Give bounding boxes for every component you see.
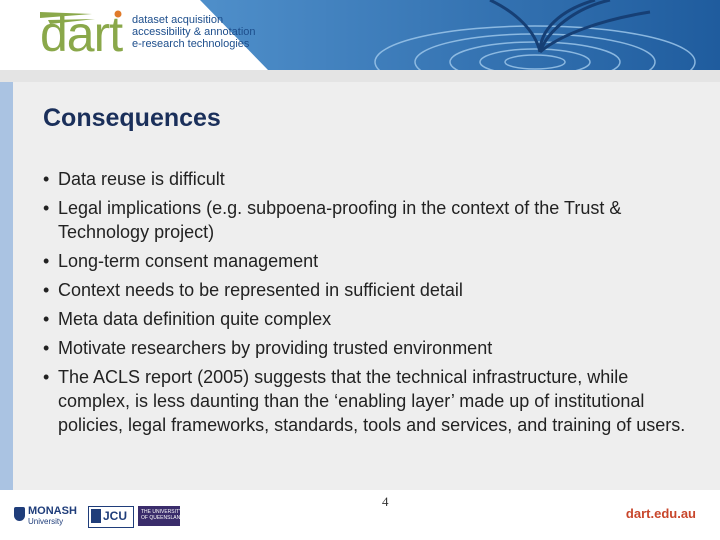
bullet-item: • Meta data definition quite complex [43,307,703,331]
monash-subtitle: University [28,517,64,526]
bullet-item: • Long-term consent management [43,249,703,273]
dart-logo: dart [40,6,123,62]
jcu-logo [88,506,134,528]
monash-shield-icon [14,507,25,521]
tagline-line-2: accessibility & annotation [132,26,256,38]
uq-label-line-1: THE UNIVERSITY [141,509,183,515]
jcu-emblem-icon [91,509,101,523]
left-accent-bar [0,82,13,490]
uq-logo [138,506,184,526]
logo-tagline [132,14,256,50]
uq-label-line-2: OF QUEENSLAND [141,515,184,521]
page-number: 4 [382,494,389,509]
bullet-item: • Motivate researchers by providing trusted environment [43,336,703,360]
tagline-line-1: dataset acquisition [132,14,224,26]
site-url: dart.edu.au [625,506,696,521]
monash-name: MONASH [28,505,77,517]
header-banner [0,0,720,70]
tagline-line-3: e-research technologies [132,38,250,50]
bullet-item: • Data reuse is difficult [43,167,703,191]
slide-title: Consequences [43,104,221,132]
jcu-label: JCU [103,509,128,523]
bullet-item: • Legal implications (e.g. subpoena-proofing in the context of the Trust & Technology project) [43,196,703,244]
header-divider [0,70,720,82]
bullet-list [43,167,703,442]
monash-logo [14,504,80,528]
bullet-item: • The ACLS report (2005) suggests that the technical infrastructure, while complex, is less daunting than the ‘enabling layer’ made up of institutional policies, legal frameworks, standards, tools and services, and training of users. [43,365,703,437]
uq-label [141,509,184,521]
bullet-item: • Context needs to be represented in sufficient detail [43,278,703,302]
